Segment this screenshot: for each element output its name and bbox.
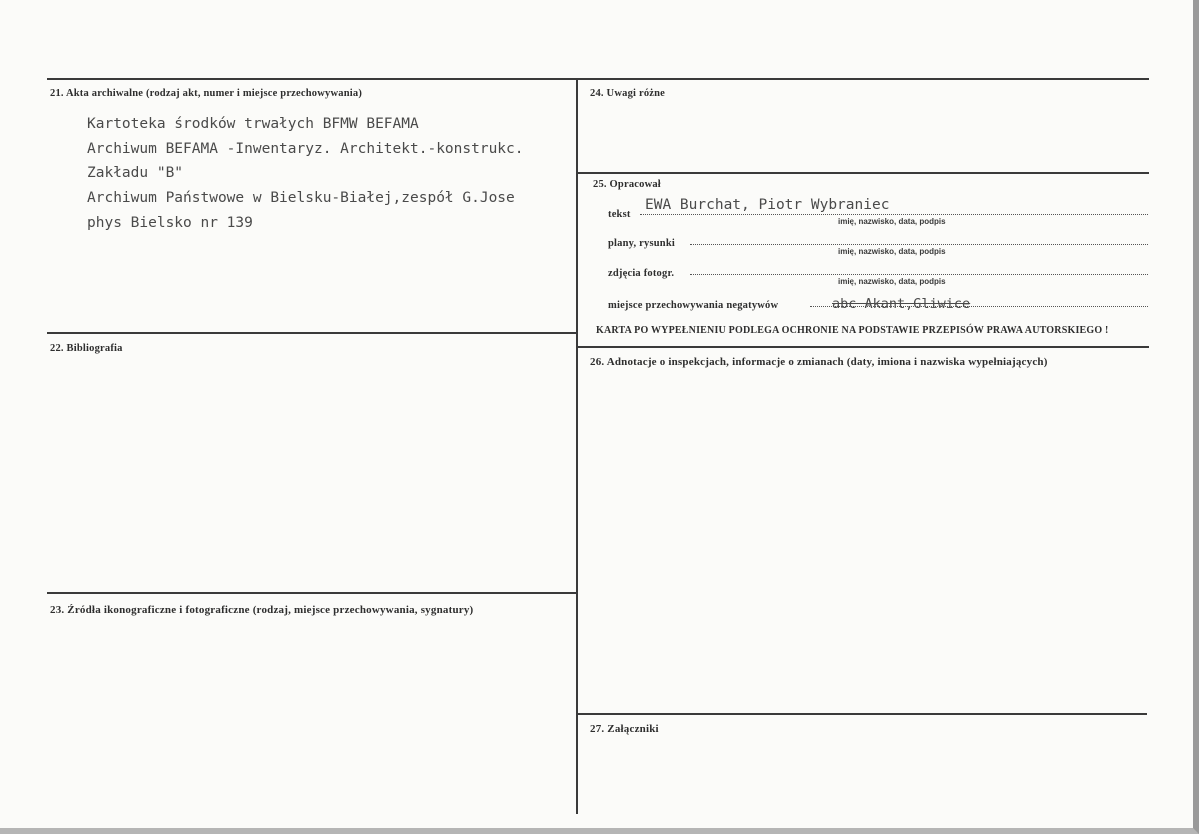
- negatywy-label: miejsce przechowywania negatywów: [608, 300, 779, 311]
- tekst-dotted-line: [640, 214, 1148, 215]
- rule-23: [47, 592, 577, 594]
- zdjecia-hint: imię, nazwisko, data, podpis: [838, 277, 946, 286]
- archive-entry-line-1: Kartoteka środków trwałych BFMW BEFAMA: [87, 116, 419, 132]
- top-rule-right: [577, 78, 1149, 80]
- negatywy-value: abc Akant,Gliwice: [832, 296, 971, 312]
- archive-entry-line-5: phys Bielsko nr 139: [87, 215, 253, 231]
- rule-26: [577, 346, 1149, 348]
- archive-entry-line-2: Archiwum BEFAMA -Inwentaryz. Architekt.-konstrukc.: [87, 141, 524, 157]
- zdjecia-label: zdjęcia fotogr.: [608, 268, 675, 279]
- section-21-title: 21. Akta archiwalne (rodzaj akt, numer i miejsce przechowywania): [50, 88, 363, 99]
- tekst-label: tekst: [608, 209, 631, 220]
- section-22-title: 22. Bibliografia: [50, 343, 123, 354]
- zdjecia-dotted-line: [690, 274, 1148, 275]
- plany-hint: imię, nazwisko, data, podpis: [838, 247, 946, 256]
- section-23-title: 23. Źródła ikonograficzne i fotograficzne (rodzaj, miejsce przechowywania, sygnatury): [50, 604, 474, 616]
- tekst-value: EWA Burchat, Piotr Wybraniec: [645, 197, 890, 213]
- archive-entry-line-4: Archiwum Państwowe w Bielsku-Białej,zespół G.Jose: [87, 190, 515, 206]
- rule-27: [577, 713, 1147, 715]
- copyright-notice: KARTA PO WYPEŁNIENIU PODLEGA OCHRONIE NA PODSTAWIE PRZEPISÓW PRAWA AUTORSKIEGO !: [596, 325, 1109, 336]
- plany-dotted-line: [690, 244, 1148, 245]
- rule-25: [577, 172, 1149, 174]
- rule-22: [47, 332, 577, 334]
- plany-label: plany, rysunki: [608, 238, 675, 249]
- section-24-title: 24. Uwagi różne: [590, 88, 666, 99]
- section-25-title: 25. Opracował: [593, 179, 661, 190]
- section-26-title: 26. Adnotacje o inspekcjach, informacje o zmianach (daty, imiona i nazwiska wypełniających): [590, 356, 1048, 368]
- top-rule-left: [47, 78, 577, 80]
- section-27-title: 27. Załączniki: [590, 723, 659, 735]
- center-divider: [576, 78, 578, 814]
- tekst-hint: imię, nazwisko, data, podpis: [838, 217, 946, 226]
- archive-entry-line-3: Zakładu "B": [87, 165, 184, 181]
